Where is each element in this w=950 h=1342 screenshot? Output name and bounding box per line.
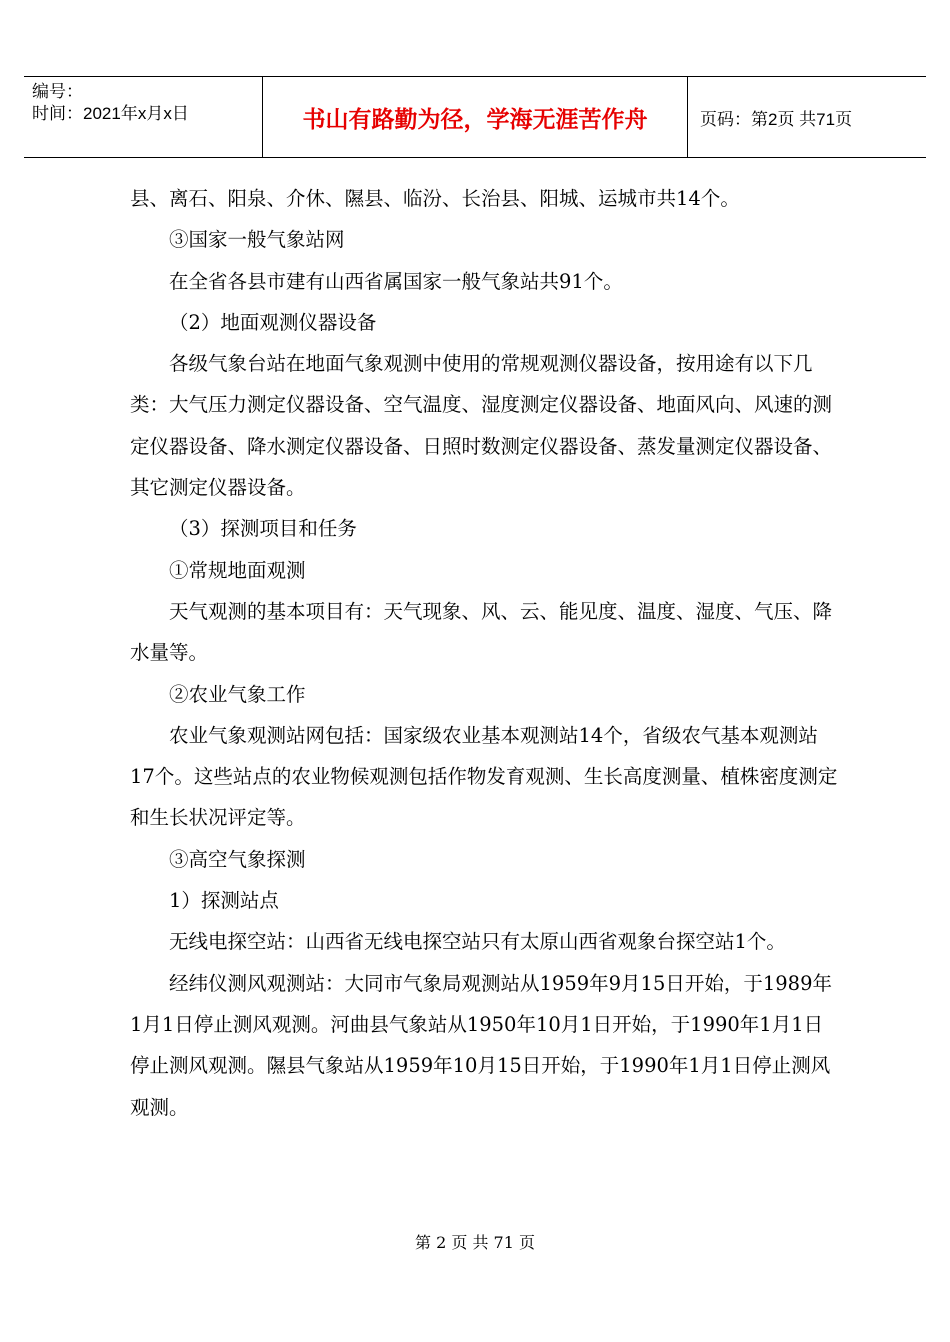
paragraph: 1）探测站点	[169, 889, 279, 913]
paragraph: 在全省各县市建有山西省属国家一般气象站共91个。	[169, 269, 623, 293]
page-header	[24, 76, 926, 158]
paragraph: 县、离石、阳泉、介休、隰县、临汾、长治县、阳城、运城市共14个。	[130, 187, 740, 210]
header-page-label: 页码：第2页 共71页	[700, 109, 853, 129]
paragraph: （2）地面观测仪器设备	[169, 310, 377, 334]
document-time-label: 时间：2021年x月x日	[32, 104, 189, 123]
paragraph: ①常规地面观测	[169, 558, 306, 582]
page-footer: 第 2 页 共 71 页	[415, 1233, 535, 1252]
paragraph: 农业气象观测站网包括：国家级农业基本观测站14个，省级农气基本观测站17个。这些站点的农业物候观测包括作物发育观测、生长高度测量、植株密度测定和生长状况评定等。	[130, 723, 838, 830]
paragraph: 天气观测的基本项目有：天气现象、风、云、能见度、温度、湿度、气压、降水量等。	[130, 599, 833, 665]
paragraph: ③高空气象探测	[169, 847, 306, 871]
paragraph: 各级气象台站在地面气象观测中使用的常规观测仪器设备，按用途有以下几类：大气压力测定仪器设备、空气温度、湿度测定仪器设备、地面风向、风速的测定仪器设备、降水测定仪器设备、日照时数测定仪器设备、蒸发量测定仪器设备、其它测定仪器设备。	[130, 352, 833, 500]
paragraph: ②农业气象工作	[169, 682, 306, 706]
paragraph: 经纬仪测风观测站：大同市气象局观测站从1959年9月15日开始，于1989年1月1日停止测风观测。河曲县气象站从1950年10月1日开始，于1990年1月1日停止测风观测。隰县气象站从1959年10月15日开始，于1990年1月1日停止测风观测。	[130, 971, 832, 1119]
header-meta	[24, 77, 263, 157]
paragraph: 无线电探空站：山西省无线电探空站只有太原山西省观象台探空站1个。	[169, 930, 786, 954]
paragraph: ③国家一般气象站网	[169, 228, 345, 252]
document-number-label: 编号：	[32, 82, 83, 101]
header-motto: 书山有路勤为径，学海无涯苦作舟	[263, 77, 688, 157]
paragraph: （3）探测项目和任务	[169, 517, 357, 541]
document-body	[130, 178, 842, 1128]
